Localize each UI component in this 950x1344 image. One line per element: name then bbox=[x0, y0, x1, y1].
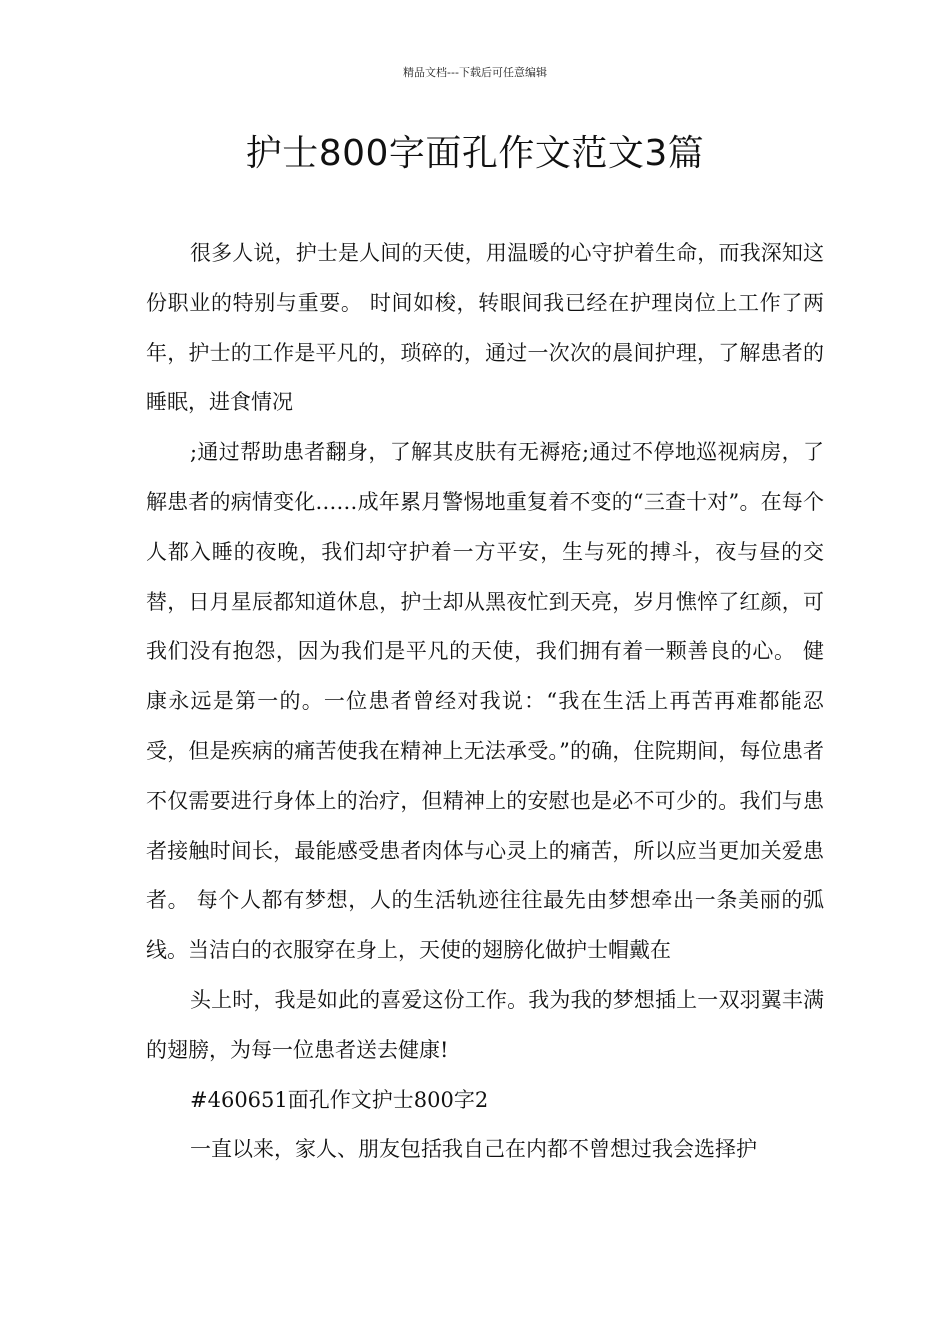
paragraph-3: 头上时，我是如此的喜爱这份工作。我为我的梦想插上一双羽翼丰满的翅膀，为每一位患者送去健康! bbox=[146, 987, 824, 1062]
paragraph-4: 一直以来，家人、朋友包括我自己在内都不曾想过我会选择护 bbox=[190, 1137, 757, 1162]
paragraph-1: 很多人说，护士是人间的天使，用温暖的心守护着生命，而我深知这份职业的特别与重要。 时间如梭，转眼间我已经在护理岗位上工作了两年，护士的工作是平凡的，琐碎的，通过一次次的晨间护理，了解患者的睡眠，进食情况 bbox=[146, 241, 824, 415]
document-title: 护士800字面孔作文范文3篇 bbox=[245, 133, 705, 174]
document-body bbox=[146, 229, 824, 1175]
page-header: 精品文档---下载后可任意编辑 bbox=[403, 66, 547, 79]
paragraph-2: ;通过帮助患者翻身，了解其皮肤有无褥疮;通过不停地巡视病房，了解患者的病情变化……成年累月警惕地重复着不变的“三查十对”。在每个人都入睡的夜晚，我们却守护着一方平安，生与死的搏斗，夜与昼的交替，日月星辰都知道休息，护士却从黑夜忙到天亮，岁月憔悴了红颜，可我们没有抱怨，因为我们是平凡的天使，我们拥有着一颗善良的心。 健康永远是第一的。一位患者曾经对我说：“我在生活上再苦再难都能忍受，但是疾病的痛苦使我在精神上无法承受。”的确，住院期间，每位患者不仅需要进行身体上的治疗，但精神上的安慰也是必不可少的。我们与患者接触时间长，最能感受患者肉体与心灵上的痛苦，所以应当更加关爱患者。 每个人都有梦想，人的生活轨迹往往最先由梦想牵出一条美丽的弧线。当洁白的衣服穿在身上，天使的翅膀化做护士帽戴在 bbox=[146, 440, 824, 963]
section-heading-2: #460651面孔作文护士800字2 bbox=[190, 1087, 489, 1112]
